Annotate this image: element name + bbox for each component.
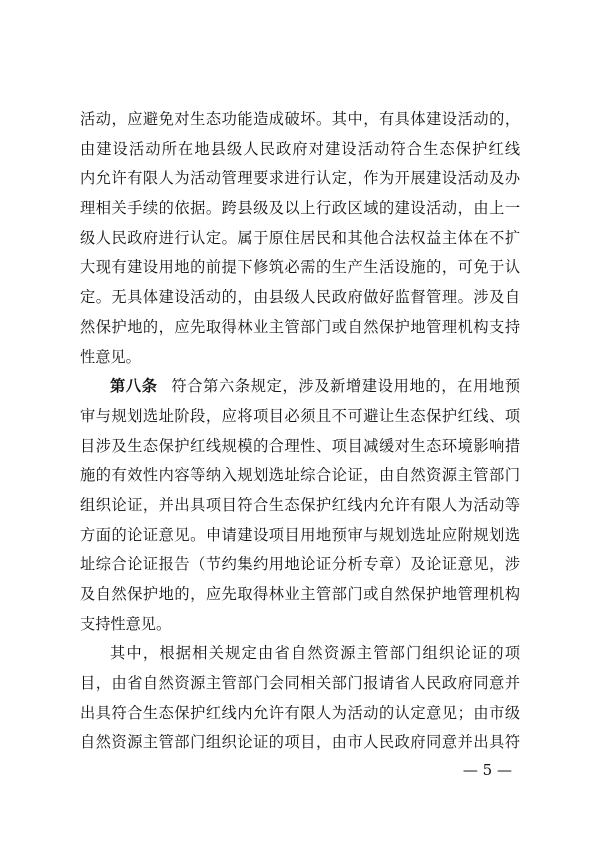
text-line-content: 符合第六条规定，涉及新增建设用地的，在用地预 xyxy=(171,377,520,396)
text-line: 方面的论证意见。申请建设项目用地预审与规划选址应附规划选 xyxy=(80,525,520,544)
text-line: 自然资源主管部门组织论证的项目，由市人民政府同意并出具符 xyxy=(80,733,520,752)
text-line: 性意见。 xyxy=(80,347,141,366)
text-line: 内允许有限人为活动管理要求进行认定，作为开展建设活动及办 xyxy=(80,169,520,188)
text-line: 大现有建设用地的前提下修筑必需的生产生活设施的，可免于认 xyxy=(80,258,520,277)
text-line: 出具符合生态保护红线内允许有限人为活动的认定意见；由市级 xyxy=(80,703,520,722)
text-line: 施的有效性内容等纳入规划选址综合论证，由自然资源主管部门 xyxy=(80,466,520,485)
text-line: 级人民政府进行认定。属于原住居民和其他合法权益主体在不扩 xyxy=(80,228,520,247)
text-line xyxy=(80,372,520,402)
text-line: 理相关手续的依据。跨县级及以上行政区域的建设活动，由上一 xyxy=(80,199,520,218)
text-line: 由建设活动所在地县级人民政府对建设活动符合生态保护红线 xyxy=(80,139,520,158)
text-line: 目涉及生态保护红线规模的合理性、项目减缓对生态环境影响措 xyxy=(80,436,520,455)
paragraph xyxy=(80,639,520,758)
text-line: 目，由省自然资源主管部门会同相关部门报请省人民政府同意并 xyxy=(80,674,520,693)
document-body xyxy=(80,105,520,758)
text-line: 然保护地的，应先取得林业主管部门或自然保护地管理机构支持 xyxy=(80,317,520,336)
article-label: 第八条 xyxy=(110,377,158,396)
text-line: 支持性意见。 xyxy=(80,614,172,633)
text-line: 址综合论证报告（节约集约用地论证分析专章）及论证意见，涉 xyxy=(80,555,520,574)
text-line: 活动，应避免对生态功能造成破坏。其中，有具体建设活动的， xyxy=(80,110,520,128)
page-number: — 5 — xyxy=(462,761,512,779)
text-line: 其中，根据相关规定由省自然资源主管部门组织论证的项 xyxy=(110,644,520,663)
paragraph xyxy=(80,105,520,372)
paragraph-article-8 xyxy=(80,372,520,639)
text-line: 定。无具体建设活动的，由县级人民政府做好监督管理。涉及自 xyxy=(80,288,520,307)
text-line: 审与规划选址阶段，应将项目必须且不可避让生态保护红线、项 xyxy=(80,406,520,425)
text-line: 组织论证，并出具项目符合生态保护红线内允许有限人为活动等 xyxy=(80,495,520,514)
text-line: 及自然保护地的，应先取得林业主管部门或自然保护地管理机构 xyxy=(80,585,520,603)
